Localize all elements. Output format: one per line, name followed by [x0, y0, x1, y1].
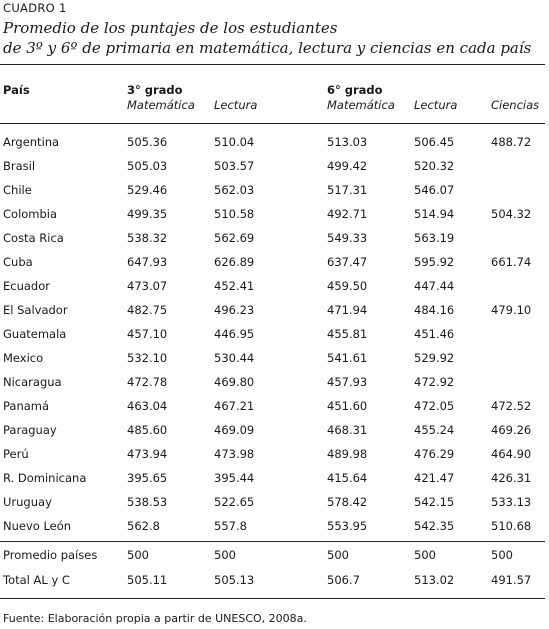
- header-grade6: 6° grado: [327, 83, 383, 97]
- country-cell: Costa Rica: [3, 231, 64, 245]
- score-cell: 473.98: [214, 447, 255, 461]
- score-cell: 485.60: [127, 423, 168, 437]
- score-cell: 661.74: [491, 255, 532, 269]
- score-cell: 517.31: [327, 183, 368, 197]
- country-cell: Ecuador: [3, 279, 50, 293]
- score-cell: 563.19: [414, 231, 455, 245]
- score-cell: 546.07: [414, 183, 455, 197]
- score-cell: 510.04: [214, 135, 255, 149]
- bottom-rule: [0, 598, 545, 599]
- score-cell: 513.03: [327, 135, 368, 149]
- score-cell: 447.44: [414, 279, 455, 293]
- score-cell: 469.80: [214, 375, 255, 389]
- score-cell: 549.33: [327, 231, 368, 245]
- country-cell: Brasil: [3, 159, 36, 173]
- score-cell: 479.10: [491, 303, 532, 317]
- score-cell: 529.46: [127, 183, 168, 197]
- score-cell: 538.53: [127, 495, 168, 509]
- country-cell: Nuevo León: [3, 519, 72, 533]
- country-cell: Mexico: [3, 351, 44, 365]
- score-cell: 463.04: [127, 399, 168, 413]
- score-cell: 451.46: [414, 327, 455, 341]
- score-cell: 505.11: [127, 573, 168, 587]
- header-grade3: 3° grado: [127, 83, 183, 97]
- score-cell: 482.75: [127, 303, 168, 317]
- country-cell: Promedio países: [3, 548, 98, 562]
- score-cell: 637.47: [327, 255, 368, 269]
- score-cell: 595.92: [414, 255, 455, 269]
- score-cell: 542.35: [414, 519, 455, 533]
- score-cell: 513.02: [414, 573, 455, 587]
- score-cell: 503.57: [214, 159, 255, 173]
- score-cell: 395.65: [127, 471, 168, 485]
- country-cell: Guatemala: [3, 327, 67, 341]
- header-subject: Ciencias: [491, 98, 540, 112]
- country-cell: Total AL y C: [3, 573, 70, 587]
- score-cell: 504.32: [491, 207, 532, 221]
- score-cell: 468.31: [327, 423, 368, 437]
- score-cell: 522.65: [214, 495, 255, 509]
- score-cell: 455.24: [414, 423, 455, 437]
- score-cell: 455.81: [327, 327, 368, 341]
- score-cell: 484.16: [414, 303, 455, 317]
- country-cell: Panamá: [3, 399, 50, 413]
- score-cell: 459.50: [327, 279, 368, 293]
- score-cell: 469.09: [214, 423, 255, 437]
- score-cell: 562.69: [214, 231, 255, 245]
- summary-rule: [0, 541, 545, 542]
- source-footnote: Fuente: Elaboración propia a partir de UNESCO, 2008a.: [3, 612, 307, 625]
- score-cell: 492.71: [327, 207, 368, 221]
- score-cell: 533.13: [491, 495, 532, 509]
- score-cell: 529.92: [414, 351, 455, 365]
- score-cell: 506.45: [414, 135, 455, 149]
- country-cell: Uruguay: [3, 495, 52, 509]
- top-rule: [0, 64, 545, 65]
- score-cell: 426.31: [491, 471, 532, 485]
- score-cell: 532.10: [127, 351, 168, 365]
- country-cell: Nicaragua: [3, 375, 62, 389]
- score-cell: 472.92: [414, 375, 455, 389]
- score-cell: 457.93: [327, 375, 368, 389]
- score-cell: 505.03: [127, 159, 168, 173]
- score-cell: 562.8: [127, 519, 160, 533]
- score-cell: 395.44: [214, 471, 255, 485]
- score-cell: 510.68: [491, 519, 532, 533]
- score-cell: 647.93: [127, 255, 168, 269]
- score-cell: 500: [414, 548, 436, 562]
- score-cell: 488.72: [491, 135, 532, 149]
- score-cell: 451.60: [327, 399, 368, 413]
- header-subject: Lectura: [414, 98, 458, 112]
- country-cell: Perú: [3, 447, 29, 461]
- country-cell: Argentina: [3, 135, 60, 149]
- table-label: CUADRO 1: [3, 1, 67, 15]
- score-cell: 489.98: [327, 447, 368, 461]
- country-cell: R. Dominicana: [3, 471, 87, 485]
- score-cell: 557.8: [214, 519, 247, 533]
- score-cell: 473.07: [127, 279, 168, 293]
- score-cell: 499.35: [127, 207, 168, 221]
- score-cell: 452.41: [214, 279, 255, 293]
- score-cell: 499.42: [327, 159, 368, 173]
- score-cell: 578.42: [327, 495, 368, 509]
- score-cell: 476.29: [414, 447, 455, 461]
- header-subject: Matemática: [327, 98, 395, 112]
- score-cell: 457.10: [127, 327, 168, 341]
- score-cell: 464.90: [491, 447, 532, 461]
- score-cell: 538.32: [127, 231, 168, 245]
- score-cell: 472.78: [127, 375, 168, 389]
- score-cell: 500: [214, 548, 236, 562]
- country-cell: Chile: [3, 183, 32, 197]
- score-cell: 520.32: [414, 159, 455, 173]
- score-cell: 500: [127, 548, 149, 562]
- title-line-1: Promedio de los puntajes de los estudiantes: [3, 19, 338, 37]
- score-cell: 471.94: [327, 303, 368, 317]
- country-cell: Colombia: [3, 207, 58, 221]
- header-country: País: [3, 83, 30, 97]
- score-cell: 496.23: [214, 303, 255, 317]
- score-cell: 553.95: [327, 519, 368, 533]
- score-cell: 541.61: [327, 351, 368, 365]
- score-cell: 472.05: [414, 399, 455, 413]
- score-cell: 421.47: [414, 471, 455, 485]
- score-cell: 542.15: [414, 495, 455, 509]
- score-cell: 562.03: [214, 183, 255, 197]
- country-cell: Cuba: [3, 255, 33, 269]
- score-cell: 469.26: [491, 423, 532, 437]
- score-cell: 472.52: [491, 399, 532, 413]
- score-cell: 500: [491, 548, 513, 562]
- header-subject: Lectura: [214, 98, 258, 112]
- score-cell: 467.21: [214, 399, 255, 413]
- header-subject: Matemática: [127, 98, 195, 112]
- score-cell: 530.44: [214, 351, 255, 365]
- country-cell: Paraguay: [3, 423, 57, 437]
- country-cell: El Salvador: [3, 303, 68, 317]
- score-cell: 500: [327, 548, 349, 562]
- score-cell: 505.13: [214, 573, 255, 587]
- title-line-2: de 3º y 6º de primaria en matemática, lectura y ciencias en cada país: [3, 39, 532, 57]
- score-cell: 510.58: [214, 207, 255, 221]
- score-cell: 415.64: [327, 471, 368, 485]
- score-cell: 446.95: [214, 327, 255, 341]
- score-cell: 491.57: [491, 573, 532, 587]
- header-rule: [0, 123, 545, 124]
- score-cell: 506.7: [327, 573, 360, 587]
- table-title: [3, 18, 531, 58]
- score-cell: 505.36: [127, 135, 168, 149]
- score-cell: 626.89: [214, 255, 255, 269]
- score-cell: 514.94: [414, 207, 455, 221]
- score-cell: 473.94: [127, 447, 168, 461]
